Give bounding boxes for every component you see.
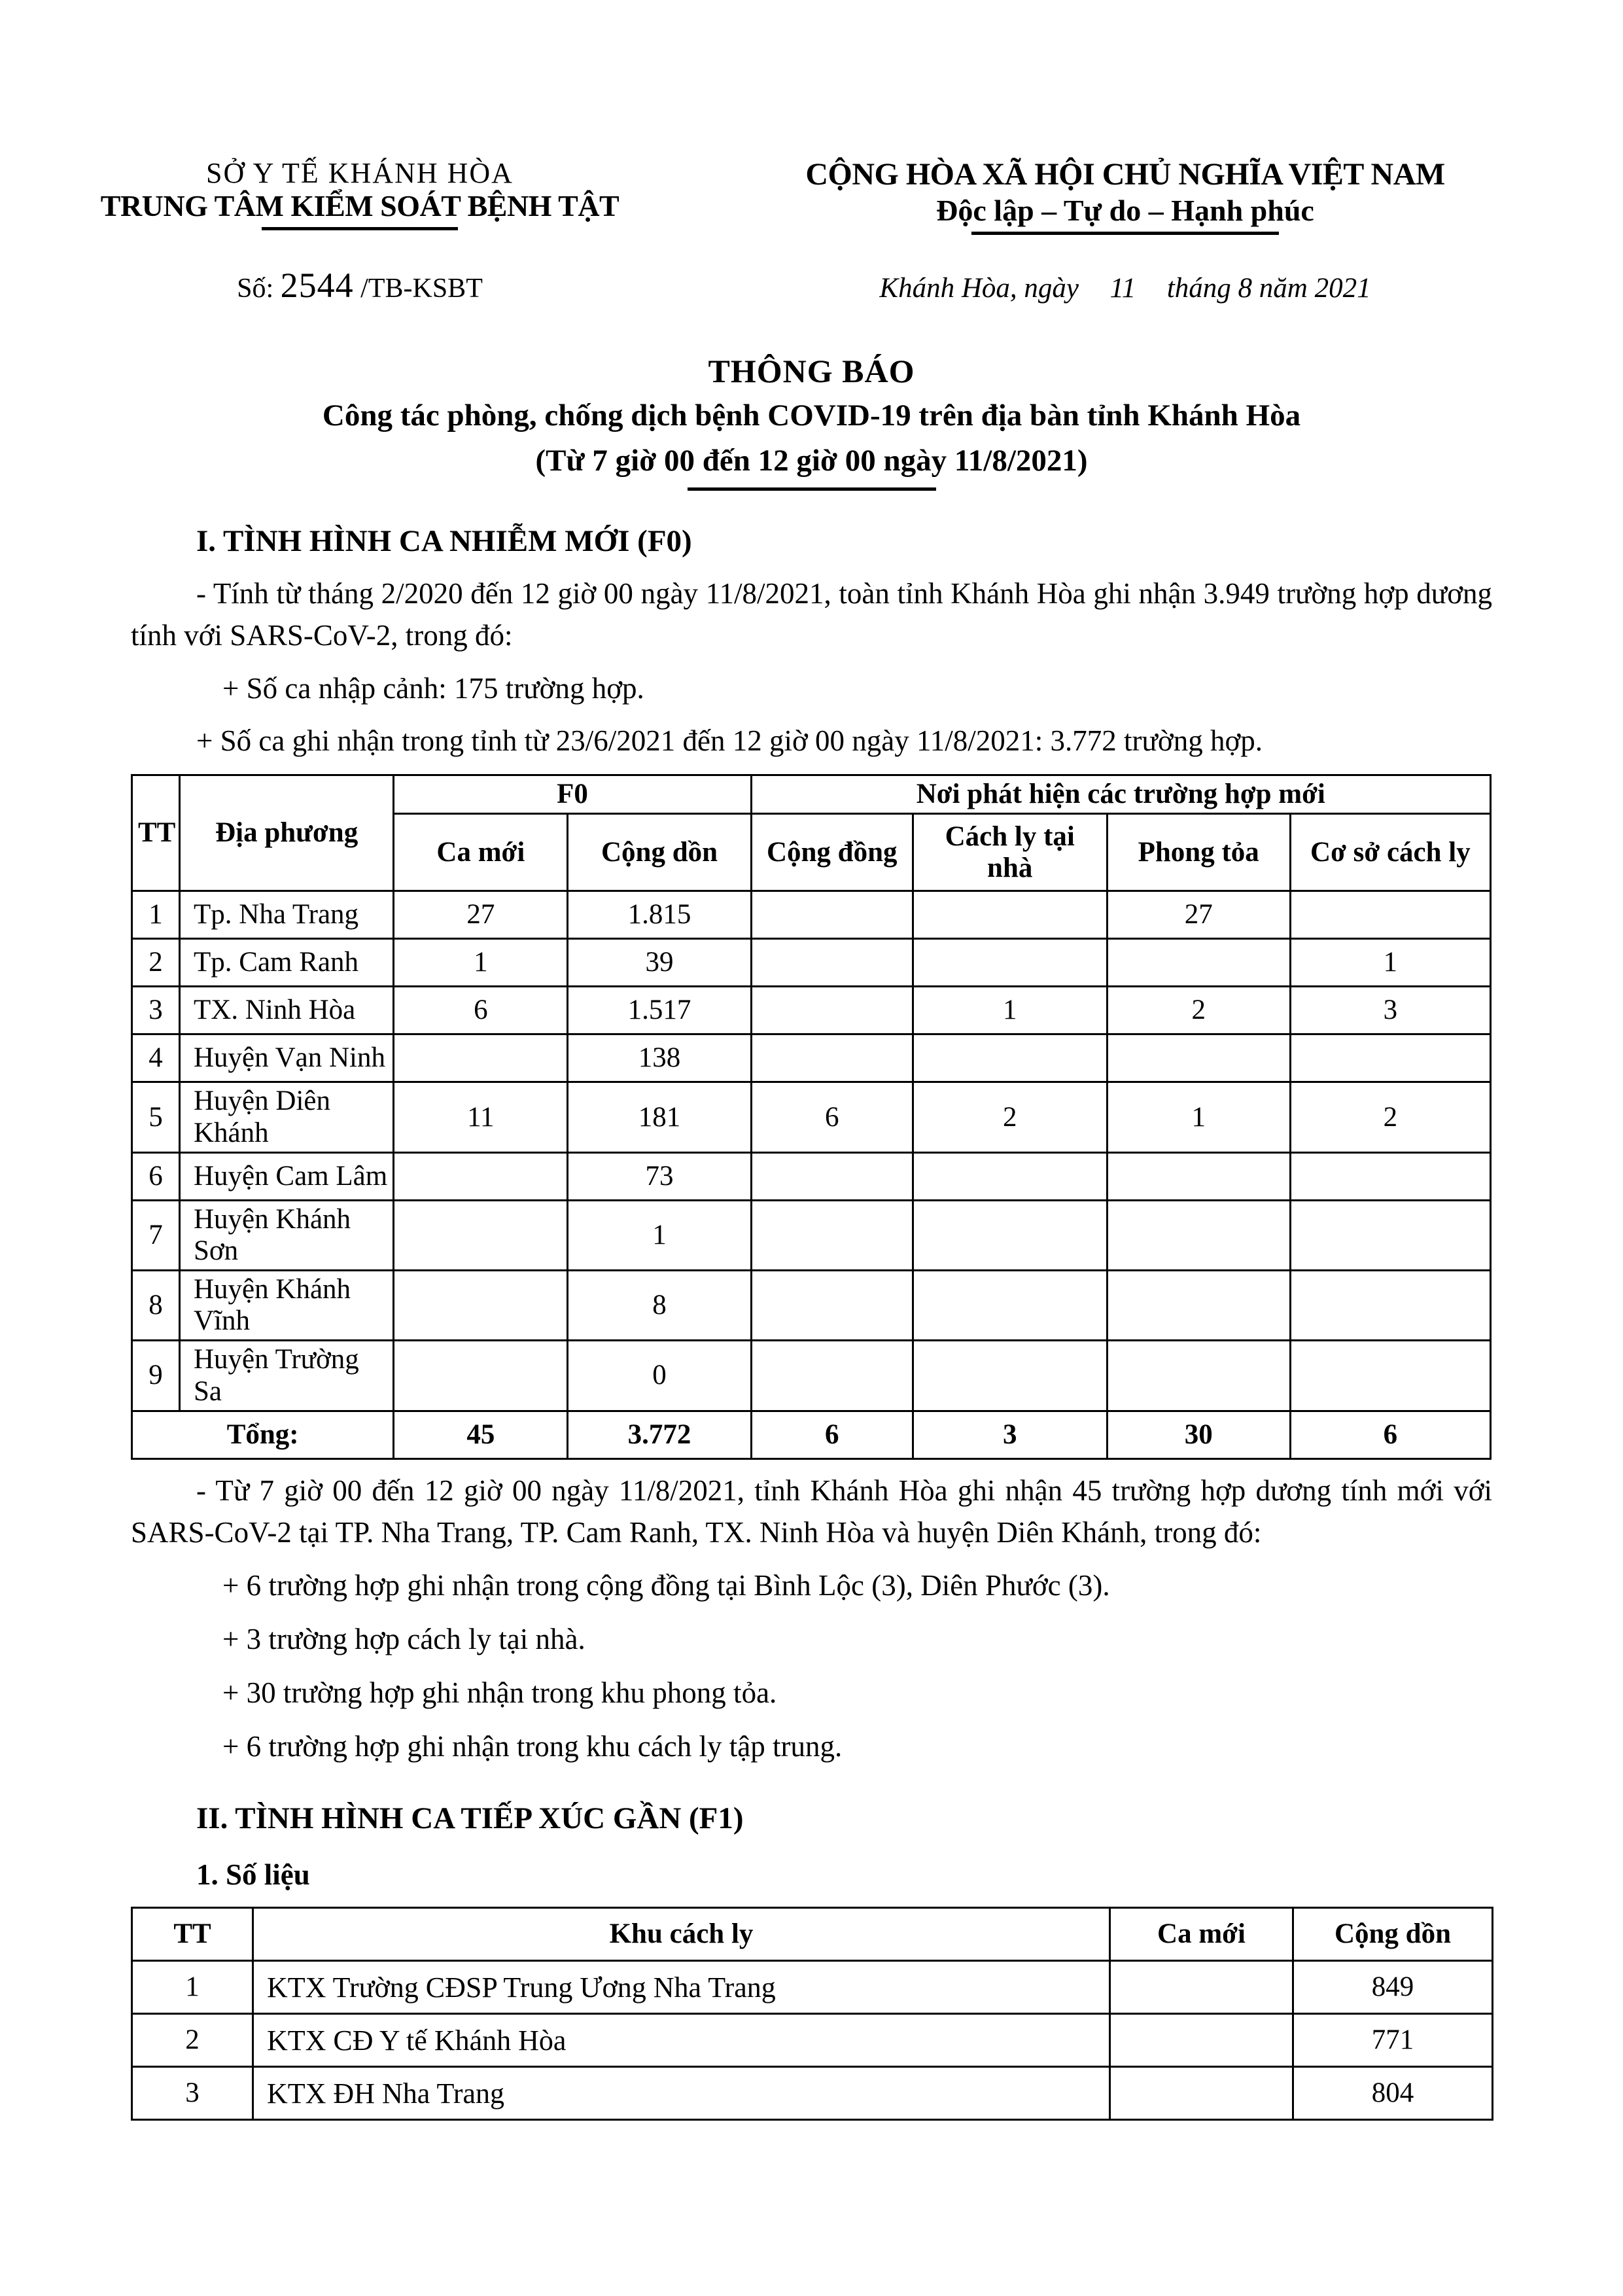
cell-home-quarantine: 2 bbox=[913, 1082, 1107, 1152]
cell-community bbox=[751, 987, 913, 1034]
cell-cumulative: 0 bbox=[568, 1341, 751, 1411]
section-1-bullet-lockdown: + 30 trường hợp ghi nhận trong khu phong tỏa. bbox=[222, 1676, 777, 1710]
cell-cumulative: 39 bbox=[568, 939, 751, 987]
cell-tt: 3 bbox=[132, 2067, 253, 2120]
section-1-bullet-community: + 6 trường hợp ghi nhận trong cộng đồng tại Bình Lộc (3), Diên Phước (3). bbox=[222, 1569, 1110, 1602]
cell-tt: 1 bbox=[132, 1961, 253, 2014]
cell-community bbox=[751, 939, 913, 987]
cell-home-quarantine bbox=[913, 1341, 1107, 1411]
section-2-heading: II. TÌNH HÌNH CA TIẾP XÚC GẦN (F1) bbox=[196, 1801, 744, 1836]
section-1-bullet-imported: + Số ca nhập cảnh: 175 trường hợp. bbox=[222, 672, 644, 705]
cell-community bbox=[751, 1152, 913, 1200]
table-row bbox=[132, 1271, 1491, 1341]
document-body bbox=[0, 521, 1623, 2121]
cell-locality: TX. Ninh Hòa bbox=[180, 987, 394, 1034]
header-left-divider bbox=[262, 227, 458, 230]
cell-new-cases bbox=[394, 1152, 568, 1200]
cell-cumulative: 138 bbox=[568, 1034, 751, 1082]
table-row bbox=[132, 987, 1491, 1034]
cell-locality: Huyện Vạn Ninh bbox=[180, 1034, 394, 1082]
cell-locality: Huyện Khánh Vĩnh bbox=[180, 1271, 394, 1341]
table-row bbox=[132, 1034, 1491, 1082]
center-name: TRUNG TÂM KIỂM SOÁT BỆNH TẬT bbox=[100, 189, 620, 223]
cell-new-cases bbox=[394, 1341, 568, 1411]
f1-quarantine-table bbox=[131, 1907, 1493, 2121]
cell-locality: Huyện Khánh Sơn bbox=[180, 1200, 394, 1270]
th-zone: Khu cách ly bbox=[253, 1908, 1110, 1961]
cell-facility: 2 bbox=[1290, 1082, 1490, 1152]
cell-facility bbox=[1290, 891, 1490, 939]
cell-cumulative: 1.517 bbox=[568, 987, 751, 1034]
country-name: CỘNG HÒA XÃ HỘI CHỦ NGHĨA VIỆT NAM bbox=[805, 157, 1445, 192]
cell-new-cases: 27 bbox=[394, 891, 568, 939]
cell-lockdown: 27 bbox=[1107, 891, 1290, 939]
department-name: SỞ Y TẾ KHÁNH HÒA bbox=[206, 157, 514, 189]
cell-tt: 8 bbox=[132, 1271, 180, 1341]
place-date-prefix: Khánh Hòa, ngày bbox=[879, 273, 1079, 304]
cell-tt: 4 bbox=[132, 1034, 180, 1082]
cell-locality: Huyện Diên Khánh bbox=[180, 1082, 394, 1152]
th-community: Cộng đồng bbox=[751, 814, 913, 891]
th-tt: TT bbox=[132, 775, 180, 891]
cell-lockdown bbox=[1107, 939, 1290, 987]
cell-new-cases bbox=[394, 1200, 568, 1270]
cell-tt: 5 bbox=[132, 1082, 180, 1152]
cell-cumulative: 804 bbox=[1293, 2067, 1493, 2120]
table-header-row-top bbox=[132, 775, 1491, 814]
cell-lockdown bbox=[1107, 1271, 1290, 1341]
cell-lockdown: 2 bbox=[1107, 987, 1290, 1034]
cell-home-quarantine bbox=[913, 891, 1107, 939]
cell-locality: Tp. Nha Trang bbox=[180, 891, 394, 939]
document-title-block bbox=[0, 351, 1623, 491]
cell-lockdown bbox=[1107, 1341, 1290, 1411]
document-header bbox=[0, 0, 1623, 235]
cell-home-quarantine bbox=[913, 1034, 1107, 1082]
document-meta-row bbox=[0, 265, 1623, 306]
cell-community: 6 bbox=[751, 1082, 913, 1152]
f1-table-body bbox=[132, 1961, 1493, 2120]
cell-facility bbox=[1290, 1152, 1490, 1200]
cell-facility bbox=[1290, 1271, 1490, 1341]
cell-cumulative: 849 bbox=[1293, 1961, 1493, 2014]
cell-cumulative: 1.815 bbox=[568, 891, 751, 939]
cell-cumulative: 771 bbox=[1293, 2014, 1493, 2067]
f0-statistics-table bbox=[131, 774, 1492, 1459]
cell-total-lockdown: 30 bbox=[1107, 1411, 1290, 1458]
table-total-row bbox=[132, 1411, 1491, 1458]
document-number-value: 2544 bbox=[280, 266, 354, 306]
cell-lockdown bbox=[1107, 1200, 1290, 1270]
cell-home-quarantine: 1 bbox=[913, 987, 1107, 1034]
cell-total-label: Tổng: bbox=[132, 1411, 394, 1458]
cell-tt: 7 bbox=[132, 1200, 180, 1270]
cell-new-cases bbox=[1110, 2014, 1293, 2067]
cell-new-cases: 11 bbox=[394, 1082, 568, 1152]
cell-community bbox=[751, 891, 913, 939]
cell-zone: KTX ĐH Nha Trang bbox=[253, 2067, 1110, 2120]
table-row bbox=[132, 1152, 1491, 1200]
cell-tt: 3 bbox=[132, 987, 180, 1034]
cell-lockdown bbox=[1107, 1152, 1290, 1200]
cell-new-cases bbox=[394, 1271, 568, 1341]
header-right-divider bbox=[971, 232, 1279, 235]
cell-cumulative: 73 bbox=[568, 1152, 751, 1200]
section-1-bullet-home: + 3 trường hợp cách ly tại nhà. bbox=[222, 1623, 585, 1656]
cell-new-cases bbox=[1110, 1961, 1293, 2014]
cell-facility bbox=[1290, 1341, 1490, 1411]
cell-new-cases bbox=[394, 1034, 568, 1082]
cell-zone: KTX CĐ Y tế Khánh Hòa bbox=[253, 2014, 1110, 2067]
cell-facility bbox=[1290, 1034, 1490, 1082]
cell-tt: 2 bbox=[132, 939, 180, 987]
cell-lockdown bbox=[1107, 1034, 1290, 1082]
page-title: THÔNG BÁO bbox=[708, 353, 915, 390]
table-header-row bbox=[132, 1908, 1493, 1961]
cell-home-quarantine bbox=[913, 1152, 1107, 1200]
th-lockdown: Phong tỏa bbox=[1107, 814, 1290, 891]
national-motto: Độc lập – Tự do – Hạnh phúc bbox=[936, 193, 1314, 227]
document-number bbox=[0, 265, 700, 306]
f0-table-body bbox=[132, 891, 1491, 1458]
cell-total-facility: 6 bbox=[1290, 1411, 1490, 1458]
cell-total-cumulative: 3.772 bbox=[568, 1411, 751, 1458]
cell-total-home-quarantine: 3 bbox=[913, 1411, 1107, 1458]
document-number-label: Số: bbox=[237, 274, 274, 304]
th-f0-group: F0 bbox=[394, 775, 751, 814]
th-cumulative: Cộng dồn bbox=[568, 814, 751, 891]
place-and-date bbox=[700, 272, 1550, 304]
cell-tt: 1 bbox=[132, 891, 180, 939]
th-locality: Địa phương bbox=[180, 775, 394, 891]
cell-community bbox=[751, 1341, 913, 1411]
th-cumulative: Cộng dồn bbox=[1293, 1908, 1493, 1961]
table-row bbox=[132, 1200, 1491, 1270]
cell-locality: Huyện Trường Sa bbox=[180, 1341, 394, 1411]
section-1-paragraph-2: - Từ 7 giờ 00 đến 12 giờ 00 ngày 11/8/2021, tỉnh Khánh Hòa ghi nhận 45 trường hợp dương tính mới với SARS-CoV-2 tại TP. Nha Trang, TP. Cam Ranh, TX. Ninh Hòa và huyện Diên Khánh, trong đó: bbox=[131, 1474, 1492, 1549]
cell-new-cases bbox=[1110, 2067, 1293, 2120]
th-new-cases: Ca mới bbox=[1110, 1908, 1293, 1961]
cell-new-cases: 6 bbox=[394, 987, 568, 1034]
title-period-line: (Từ 7 giờ 00 đến 12 giờ 00 ngày 11/8/2021) bbox=[535, 444, 1088, 478]
cell-home-quarantine bbox=[913, 939, 1107, 987]
cell-facility bbox=[1290, 1200, 1490, 1270]
section-1-bullet-facility: + 6 trường hợp ghi nhận trong khu cách ly tập trung. bbox=[222, 1730, 843, 1763]
cell-new-cases: 1 bbox=[394, 939, 568, 987]
section-1-bullet-domestic: + Số ca ghi nhận trong tỉnh từ 23/6/2021 đến 12 giờ 00 ngày 11/8/2021: 3.772 trường hợp. bbox=[196, 724, 1263, 758]
cell-total-community: 6 bbox=[751, 1411, 913, 1458]
date-day: 11 bbox=[1109, 273, 1136, 304]
table-row bbox=[132, 891, 1491, 939]
cell-community bbox=[751, 1034, 913, 1082]
national-heading-block bbox=[700, 157, 1550, 235]
table-row bbox=[132, 939, 1491, 987]
section-1-paragraph-1: - Tính từ tháng 2/2020 đến 12 giờ 00 ngày 11/8/2021, toàn tỉnh Khánh Hòa ghi nhận 3.949 trường hợp dương tính với SARS-CoV-2, trong đó: bbox=[131, 576, 1492, 652]
cell-home-quarantine bbox=[913, 1200, 1107, 1270]
cell-cumulative: 8 bbox=[568, 1271, 751, 1341]
section-2-subheading: 1. Số liệu bbox=[196, 1858, 310, 1892]
section-1-heading: I. TÌNH HÌNH CA NHIỄM MỚI (F0) bbox=[196, 524, 692, 559]
cell-zone: KTX Trường CĐSP Trung Ương Nha Trang bbox=[253, 1961, 1110, 2014]
cell-cumulative: 181 bbox=[568, 1082, 751, 1152]
cell-facility: 1 bbox=[1290, 939, 1490, 987]
cell-facility: 3 bbox=[1290, 987, 1490, 1034]
title-subject-line: Công tác phòng, chống dịch bệnh COVID-19 trên địa bàn tỉnh Khánh Hòa bbox=[322, 398, 1301, 433]
table-row bbox=[132, 2067, 1493, 2120]
table-row bbox=[132, 1082, 1491, 1152]
cell-lockdown: 1 bbox=[1107, 1082, 1290, 1152]
cell-locality: Huyện Cam Lâm bbox=[180, 1152, 394, 1200]
cell-tt: 2 bbox=[132, 2014, 253, 2067]
table-row bbox=[132, 1341, 1491, 1411]
th-facility: Cơ sở cách ly bbox=[1290, 814, 1490, 891]
cell-cumulative: 1 bbox=[568, 1200, 751, 1270]
th-home-quarantine: Cách ly tại nhà bbox=[913, 814, 1107, 891]
title-divider bbox=[688, 487, 936, 491]
table-row bbox=[132, 1961, 1493, 2014]
cell-locality: Tp. Cam Ranh bbox=[180, 939, 394, 987]
cell-community bbox=[751, 1200, 913, 1270]
issuing-organization-block bbox=[0, 157, 700, 230]
document-number-suffix: /TB-KSBT bbox=[360, 274, 483, 304]
th-tt: TT bbox=[132, 1908, 253, 1961]
cell-tt: 9 bbox=[132, 1341, 180, 1411]
th-detection-group: Nơi phát hiện các trường hợp mới bbox=[751, 775, 1490, 814]
date-month-year: tháng 8 năm 2021 bbox=[1166, 273, 1371, 304]
cell-home-quarantine bbox=[913, 1271, 1107, 1341]
cell-community bbox=[751, 1271, 913, 1341]
cell-total-new-cases: 45 bbox=[394, 1411, 568, 1458]
table-row bbox=[132, 2014, 1493, 2067]
cell-tt: 6 bbox=[132, 1152, 180, 1200]
th-new-cases: Ca mới bbox=[394, 814, 568, 891]
